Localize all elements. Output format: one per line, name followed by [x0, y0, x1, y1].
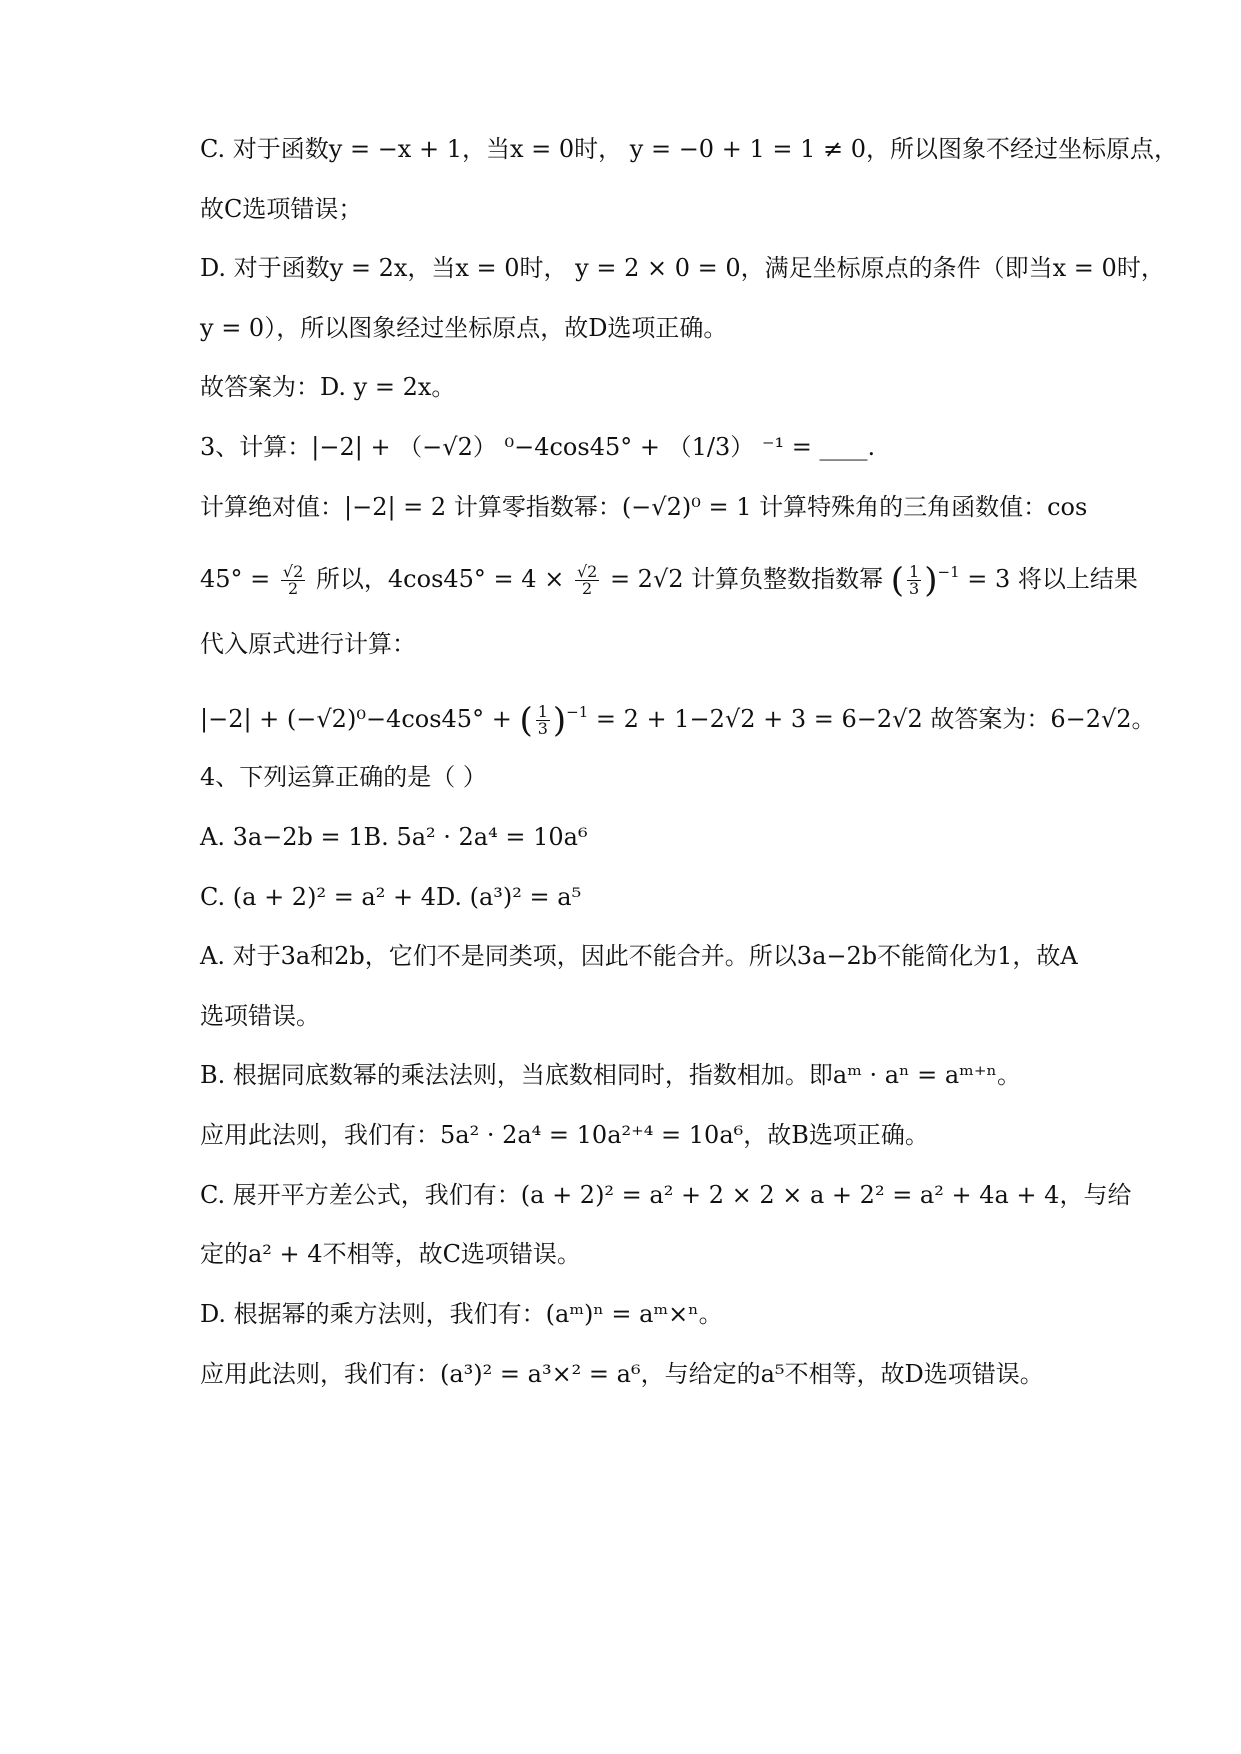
formula-line	[200, 695, 1156, 741]
text-line: 计算绝对值：|−2| = 2 计算零指数幂：(−√2)⁰ = 1 计算特殊角的三角函数值：cos	[200, 493, 1088, 521]
text-line: A. 对于3a和2b，它们不是同类项，因此不能合并。所以3a−2b不能简化为1，故A	[200, 942, 1078, 970]
fraction-numerator: √2	[282, 562, 304, 581]
formula-text: 45° =	[200, 565, 278, 593]
paren: )	[552, 700, 567, 741]
fraction-numerator: √2	[576, 562, 598, 581]
fraction	[536, 704, 550, 737]
paren: )	[924, 560, 938, 601]
text-line: 代入原式进行计算：	[200, 630, 416, 658]
text-line: 故C选项错误；	[200, 195, 363, 223]
option-line: A. 3a−2b = 1B. 5a² · 2a⁴ = 10a⁶	[200, 823, 588, 851]
option-line: C. (a + 2)² = a² + 4D. (a³)² = a⁵	[200, 883, 582, 911]
fraction-denominator: 2	[288, 579, 299, 598]
formula-text: 所以，4cos45° = 4 ×	[308, 565, 572, 593]
question-3: 3、计算：|−2| + （−√2） ⁰−4cos45° + （1/3） ⁻¹ = ____.	[200, 433, 876, 461]
formula-text: = 3 将以上结果	[959, 565, 1138, 593]
fraction-denominator: 3	[909, 579, 920, 598]
question-4: 4、下列运算正确的是（ ）	[200, 763, 487, 791]
exponent: −1	[566, 703, 589, 721]
formula-line	[200, 555, 1138, 601]
text-line: 故答案为：D. y = 2x。	[200, 373, 456, 401]
exponent: −1	[937, 563, 960, 581]
fraction-numerator: 1	[909, 562, 920, 581]
fraction-denominator: 2	[582, 579, 593, 598]
text-line: y = 0），所以图象经过坐标原点，故D选项正确。	[200, 314, 728, 342]
formula-text: = 2√2 计算负整数指数幂	[602, 565, 891, 593]
text-line: B. 根据同底数幂的乘法法则，当底数相同时，指数相加。即aᵐ · aⁿ = aᵐ⁺ⁿ。	[200, 1061, 1021, 1089]
text-line: 应用此法则，我们有：5a² · 2a⁴ = 10a²⁺⁴ = 10a⁶，故B选项正确。	[200, 1121, 929, 1149]
fraction	[281, 564, 305, 597]
paren: (	[519, 700, 533, 741]
text-line: 选项错误。	[200, 1002, 320, 1030]
text-line: 定的a² + 4不相等，故C选项错误。	[200, 1240, 581, 1268]
text-line: D. 对于函数y = 2x，当x = 0时， y = 2 × 0 = 0，满足坐标原点的条件（即当x = 0时，	[200, 254, 1165, 282]
fraction	[907, 564, 921, 597]
text-line: C. 对于函数y = −x + 1，当x = 0时， y = −0 + 1 = 1 ≠ 0，所以图象不经过坐标原点，	[200, 135, 1178, 163]
text-line: 应用此法则，我们有：(a³)² = a³×² = a⁶，与给定的a⁵不相等，故D选项错误。	[200, 1360, 1044, 1388]
formula-text: = 2 + 1−2√2 + 3 = 6−2√2 故答案为：6−2√2。	[588, 705, 1156, 733]
fraction-denominator: 3	[537, 719, 548, 738]
fraction-numerator: 1	[537, 702, 548, 721]
text-line: C. 展开平方差公式，我们有：(a + 2)² = a² + 2 × 2 × a + 2² = a² + 4a + 4，与给	[200, 1181, 1132, 1209]
formula-text: |−2| + (−√2)⁰−4cos45° +	[200, 705, 520, 733]
fraction	[575, 564, 599, 597]
paren: (	[890, 560, 905, 601]
text-line: D. 根据幂的乘方法则，我们有：(aᵐ)ⁿ = aᵐ×ⁿ。	[200, 1300, 723, 1328]
